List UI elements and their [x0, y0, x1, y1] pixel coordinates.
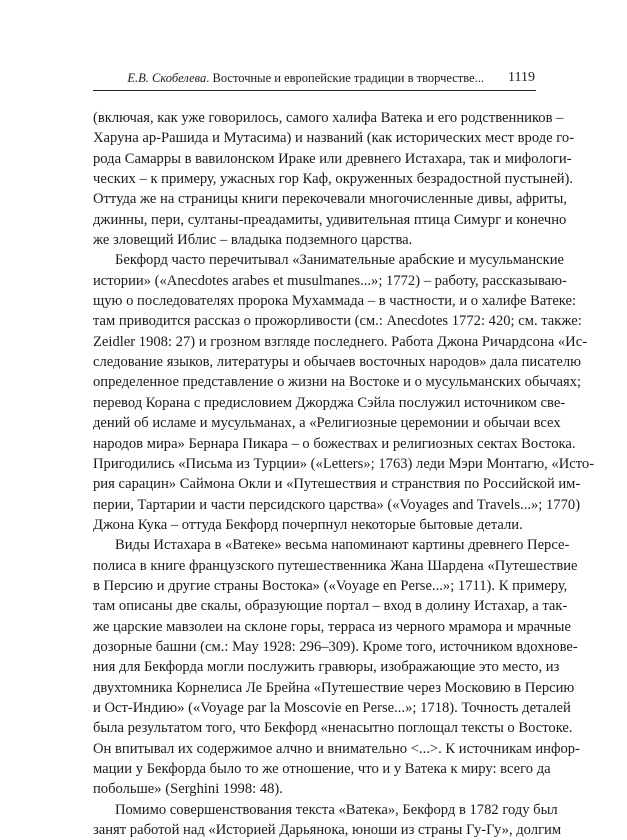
text-line: занят работой над «Историей Дарьянока, юноши из страны Гу-Гу», долгим	[93, 822, 562, 839]
text-line: же царские мавзолеи на склоне горы, терраса из черного мрамора и мрачные	[93, 618, 571, 635]
text-line: джинны, пери, султаны-преадамиты, удивительная птица Симург и конечно	[93, 211, 567, 228]
text-line: Виды Истахара в «Ватеке» весьма напоминают картины древнего Персе-	[115, 537, 570, 554]
text-line: определенное представление о жизни на Востоке и о мусульманских обычаях;	[93, 374, 582, 391]
text-line: рия сарацин» Саймона Окли и «Путешествия и странствия по Российской им-	[93, 476, 581, 493]
text-line: Джона Кука – оттуда Бекфорд почерпнул некоторые бытовые детали.	[93, 516, 523, 533]
text-line: дений об исламе и мусульманах, а «Религиозные церемонии и обычаи всех	[93, 415, 561, 432]
text-line: перевод Корана с предисловием Джорджа Сэйла послужил источником све-	[93, 394, 566, 411]
text-line: следование языков, литературы и обычаев восточных народов» дала писателю	[93, 354, 582, 371]
paragraph-3	[93, 535, 580, 799]
text-line: двухтомника Корнелиса Ле Брейна «Путешествие через Московию в Персию	[93, 679, 575, 696]
text-line: побольше» (Serghini 1998: 48).	[93, 781, 283, 798]
text-line: же зловещий Иблис – владыка подземного царства.	[93, 232, 413, 249]
paragraph-2	[93, 250, 595, 535]
text-line: Пригодились «Письма из Турции» («Letters»; 1763) леди Мэри Монтагю, «Исто-	[93, 455, 595, 472]
paragraph-4	[93, 800, 562, 840]
text-line: народов мира» Бернара Пикара – о божествах и религиозных сектах Востока.	[93, 435, 576, 452]
text-line: в Персию и другие страны Востока» («Voyage en Perse...»; 1711). К примеру,	[93, 577, 568, 594]
header-author: Е.В. Скобелева	[127, 71, 207, 85]
text-line: истории» («Anecdotes arabes et musulmanes...»; 1772) – работу, рассказываю-	[93, 272, 567, 289]
paragraph-1	[93, 108, 575, 250]
text-line: Zeidler 1908: 27) и грозном взгляде последнего. Работа Джона Ричардсона «Ис-	[93, 333, 588, 350]
text-line: полиса в книге французского путешественника Жана Шардена «Путешествие	[93, 557, 578, 574]
body-text	[93, 108, 595, 840]
text-line: и Ост-Индию» («Voyage par la Moscovie en Perse...»; 1718). Точность деталей	[93, 699, 571, 716]
text-line: там описаны две скалы, образующие портал – вход в долину Истахар, а так-	[93, 598, 568, 615]
text-line: мации у Бекфорда было то же отношение, что и у Ватека к миру: всего да	[93, 761, 551, 777]
text-line: ния для Бекфорда могли послужить гравюры, изображающие это место, из	[93, 659, 560, 676]
text-line: рода Самарры в вавилонском Ираке или древнего Истахара, так и мифологи-	[93, 150, 572, 167]
text-line: была результатом того, что Бекфорд «ненасытно поглощал тексты о Востоке.	[93, 720, 573, 737]
header-title	[127, 68, 484, 88]
running-header	[93, 68, 536, 91]
header-article-title: . Восточные и европейские традиции в творчестве...	[206, 71, 484, 85]
text-line: Бекфорд часто перечитывал «Занимательные арабские и мусульманские	[115, 252, 565, 269]
text-line: Помимо совершенствования текста «Ватека», Бекфорд в 1782 году был	[115, 801, 558, 818]
text-line: ческих – к примеру, ужасных гор Каф, окруженных безрадостной пустыней).	[93, 171, 574, 188]
text-line: Харуна ар-Рашида и Мутасима) и названий (как исторических мест вроде го-	[93, 130, 575, 147]
text-line: (включая, как уже говорилось, самого халифа Ватека и его родственников –	[93, 110, 564, 126]
text-line: перии, Тартарии и части персидского царства» («Voyages and Travels...»; 1770)	[93, 496, 581, 513]
text-line: там приводится рассказ о прожорливости (см.: Anecdotes 1772: 420; см. также:	[93, 313, 582, 330]
text-line: дозорные башни (см.: May 1928: 296–309). Кроме того, источником вдохнове-	[93, 638, 578, 655]
text-line: щую о последователях пророка Мухаммада – в частности, и о халифе Ватеке:	[93, 293, 577, 310]
text-line: Он впитывал их содержимое алчно и внимательно <...>. К источникам инфор-	[93, 740, 580, 757]
text-line: Оттуда же на страницы книги перекочевали многочисленные дивы, африты,	[93, 191, 567, 208]
page-number: 1119	[508, 70, 535, 85]
